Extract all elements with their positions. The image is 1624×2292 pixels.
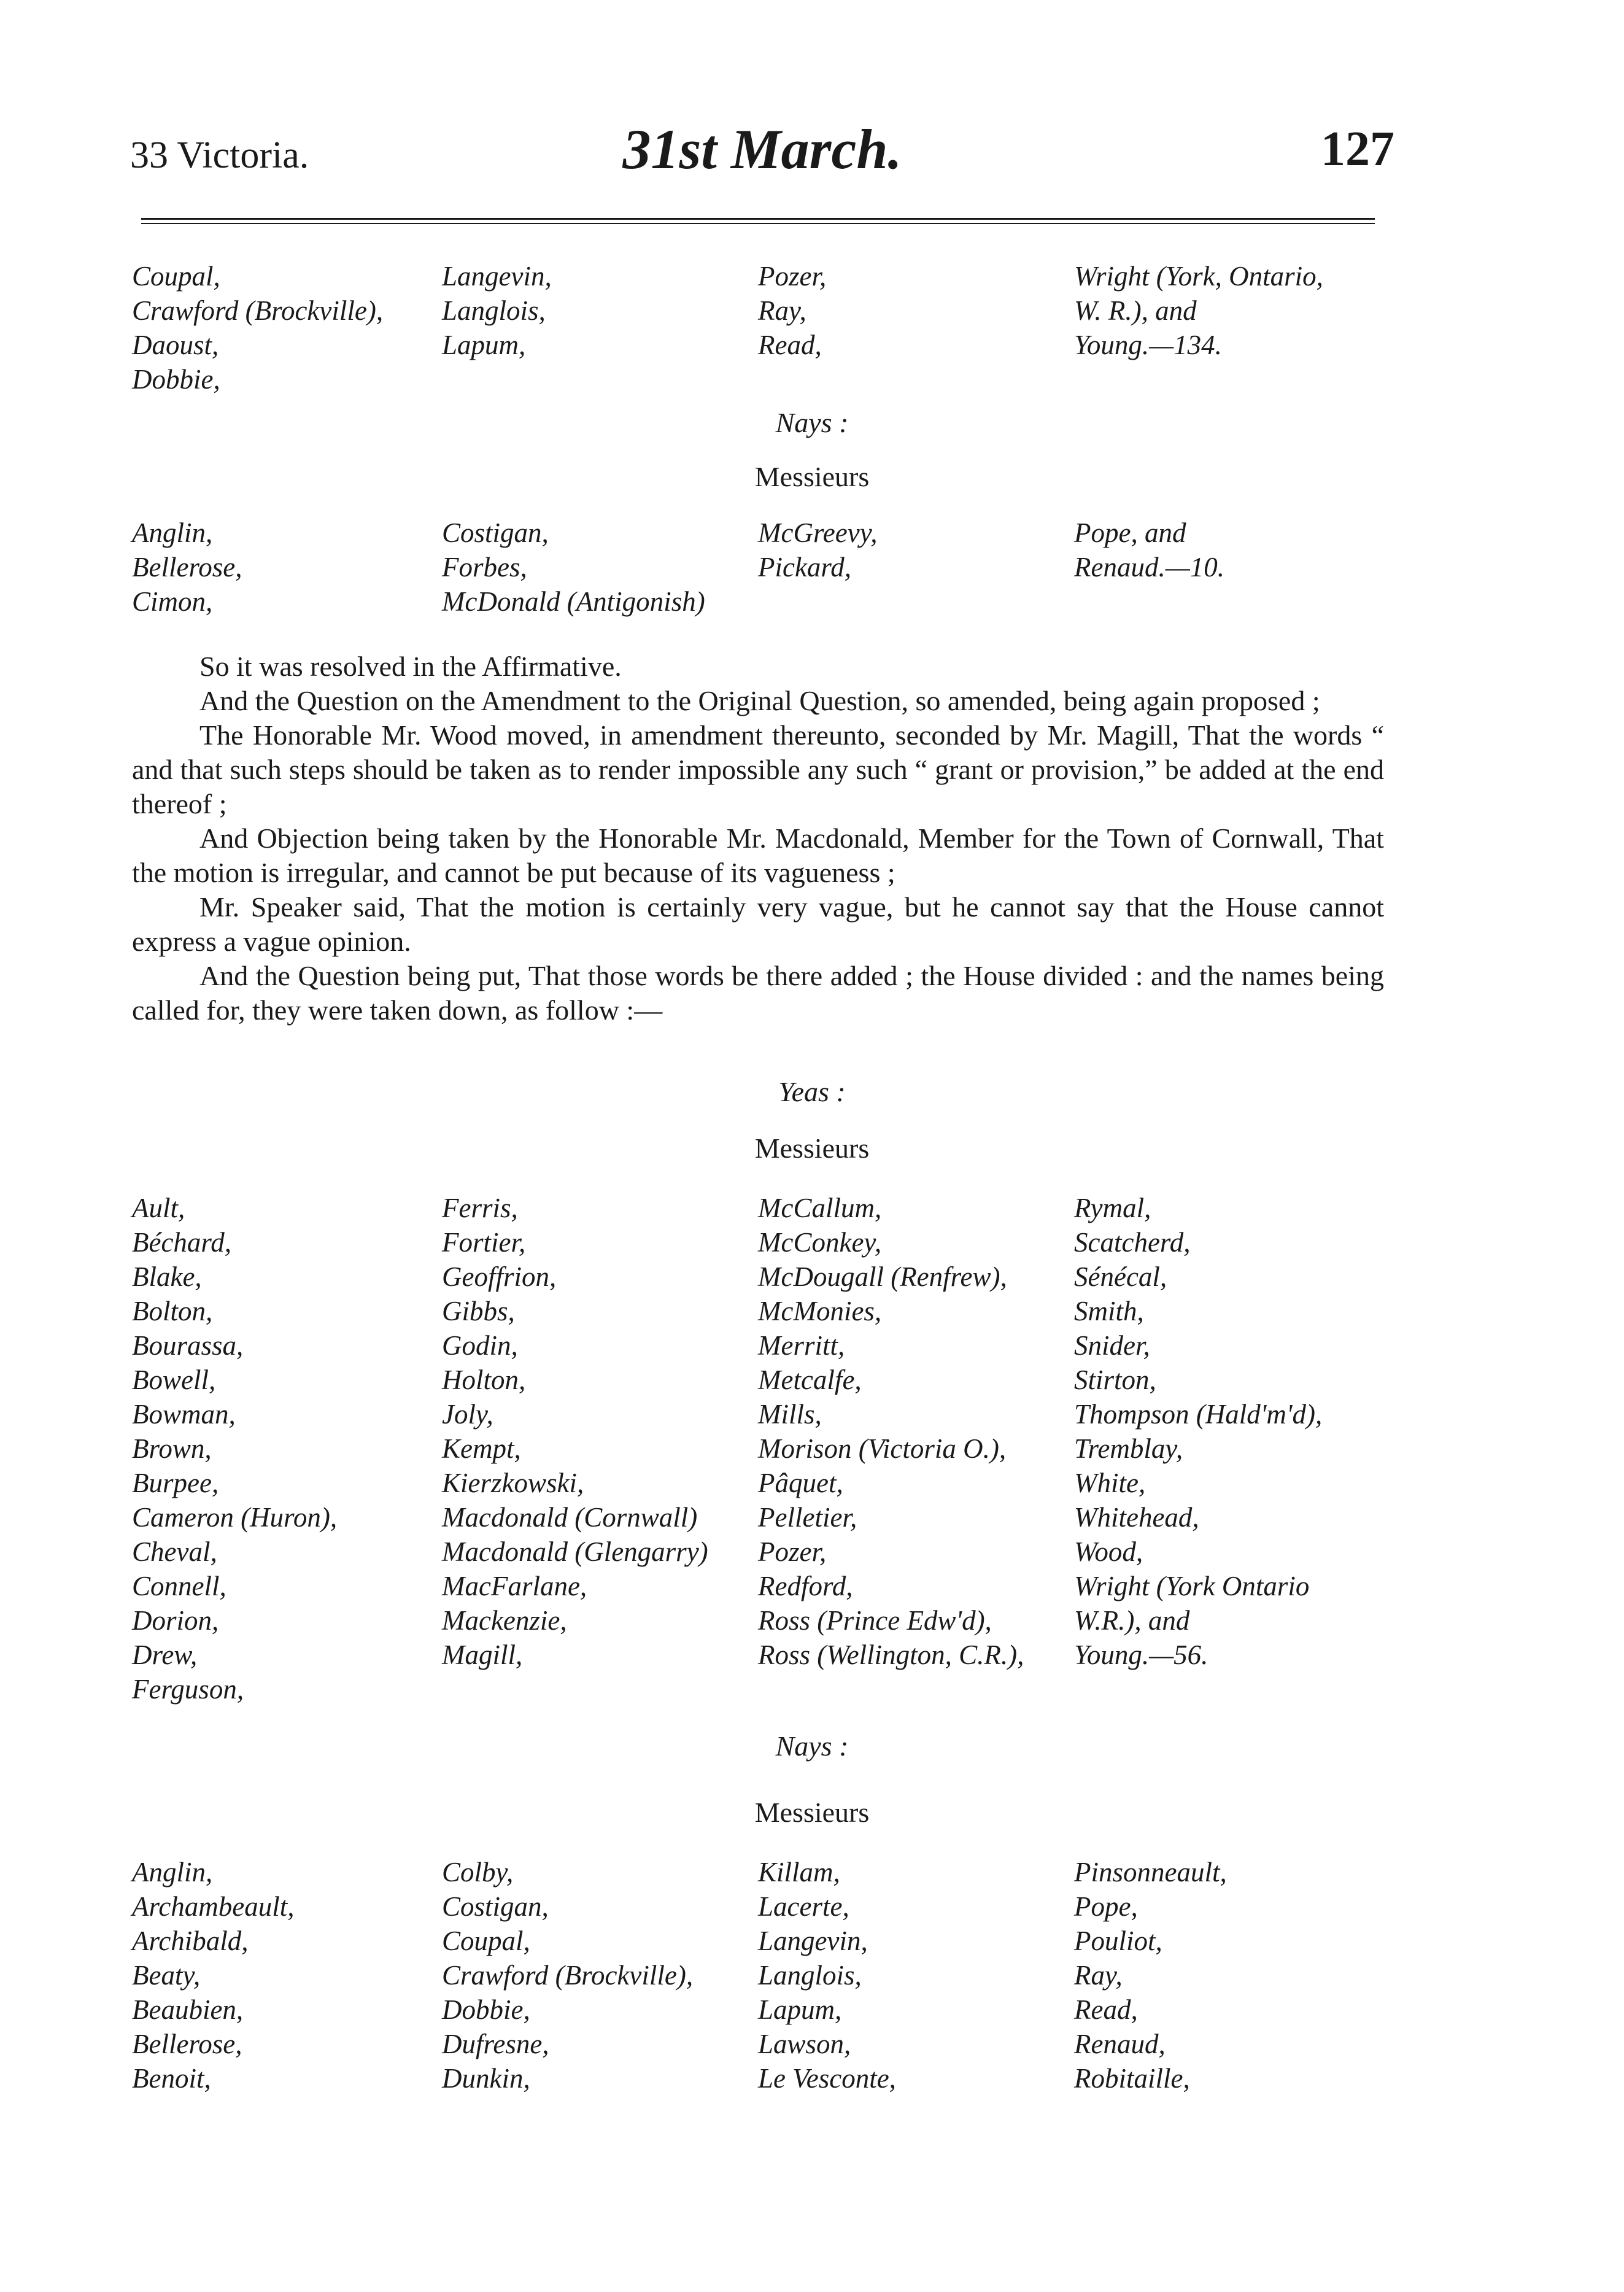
member-name: Kierzkowski, [442, 1468, 584, 1498]
vote2-yeas-heading: Yeas : [778, 1076, 846, 1107]
paragraph-resolved: So it was resolved in the Affirmative. [199, 651, 622, 682]
member-name: Killam, [758, 1857, 840, 1887]
member-name [758, 584, 1074, 619]
member-name: Cheval, [132, 1536, 217, 1567]
member-name: MacFarlane, [442, 1571, 587, 1601]
member-name: Crawford (Brockville), [442, 1960, 694, 1991]
vote2-nays-heading: Nays : [775, 1730, 849, 1762]
member-name: Ray, [1074, 1960, 1123, 1991]
member-name: Geoffrion, [442, 1261, 557, 1292]
member-name: Magill, [442, 1640, 523, 1670]
vote1-nays-title: Messieurs [754, 461, 870, 492]
paragraph-objection: And Objection being taken by the Honorable Mr. Macdonald, Member for the Town of Cornwall, That the motion is irregular, and cannot be put because of its vagueness ; [132, 823, 1384, 888]
member-name: Cimon, [132, 586, 213, 617]
member-name [442, 1672, 758, 1706]
member-name: Rymal, [1074, 1193, 1151, 1223]
member-name: Read, [1074, 1994, 1138, 2025]
member-name: Stirton, [1074, 1365, 1156, 1395]
member-name: Redford, [758, 1571, 853, 1601]
page-number: 127 [1321, 122, 1394, 176]
member-name: Pâquet, [758, 1468, 843, 1498]
member-name: Lawson, [758, 2029, 851, 2059]
member-name: Daoust, [132, 330, 219, 360]
member-name: Bellerose, [132, 2029, 242, 2059]
vote2-yeas-title: Messieurs [754, 1132, 870, 1164]
member-name: McGreevy, [758, 517, 878, 548]
member-name: Dorion, [132, 1605, 219, 1636]
header-rule-bottom [141, 223, 1375, 224]
member-name: Pozer, [758, 1536, 827, 1567]
date-heading: 31st March. [622, 118, 902, 180]
member-name [758, 1672, 1074, 1706]
member-name: Archibald, [132, 1926, 249, 1956]
member-name: Bowman, [132, 1399, 236, 1430]
member-name: Smith, [1074, 1296, 1144, 1326]
vote1-yeas-tail [132, 259, 1396, 397]
member-name: Ross (Wellington, C.R.), [758, 1640, 1024, 1670]
member-name: Pouliot, [1074, 1926, 1162, 1956]
member-name [1074, 1672, 1396, 1706]
vote2-nays-list [132, 1855, 1396, 2096]
member-name: Drew, [132, 1640, 198, 1670]
member-name: Pope, [1074, 1891, 1138, 1922]
member-name [758, 362, 1074, 397]
member-name: Pope, and [1074, 517, 1186, 548]
header-rule-top [141, 218, 1375, 220]
member-name: W.R.), and [1074, 1605, 1190, 1636]
member-name: Sénécal, [1074, 1261, 1167, 1292]
member-name: Fortier, [442, 1227, 526, 1258]
member-name: Wright (York, Ontario, [1074, 261, 1323, 292]
member-name: Robitaille, [1074, 2063, 1190, 2094]
member-name: Mills, [758, 1399, 822, 1430]
member-name: Dobbie, [442, 1994, 530, 2025]
member-name: Ault, [132, 1193, 185, 1223]
member-name: Costigan, [442, 517, 549, 548]
member-name [442, 362, 758, 397]
member-name: Beaty, [132, 1960, 201, 1991]
member-name: Coupal, [132, 261, 220, 292]
member-name: Bellerose, [132, 552, 242, 583]
vote1-nays-list [132, 516, 1396, 619]
member-name [1074, 584, 1396, 619]
member-name: Dobbie, [132, 364, 220, 395]
member-name: Pickard, [758, 552, 852, 583]
member-name: Gibbs, [442, 1296, 515, 1326]
member-name: Wright (York Ontario [1074, 1571, 1310, 1601]
member-name: Lapum, [442, 330, 526, 360]
member-name: Macdonald (Glengarry) [442, 1536, 708, 1567]
member-name: White, [1074, 1468, 1146, 1498]
member-name: Forbes, [442, 552, 527, 583]
member-name: Brown, [132, 1433, 212, 1464]
member-name: Connell, [132, 1571, 226, 1601]
member-name: Bolton, [132, 1296, 213, 1326]
member-name: Macdonald (Cornwall) [442, 1502, 698, 1533]
member-name: Young.—134. [1074, 330, 1222, 360]
member-name: Read, [758, 330, 822, 360]
member-name: Cameron (Huron), [132, 1502, 338, 1533]
member-name: Benoit, [132, 2063, 211, 2094]
page-header [130, 117, 1394, 190]
member-name: Godin, [442, 1330, 518, 1361]
member-name: Wood, [1074, 1536, 1143, 1567]
member-name: Colby, [442, 1857, 514, 1887]
session-label: 33 Victoria. [130, 134, 309, 176]
member-name: Langlois, [758, 1960, 862, 1991]
member-name: Langlois, [442, 295, 546, 326]
member-name: McDougall (Renfrew), [758, 1261, 1007, 1292]
member-name: McCallum, [758, 1193, 882, 1223]
member-name: Langevin, [758, 1926, 868, 1956]
member-name: Ferguson, [132, 1674, 244, 1705]
member-name: Langevin, [442, 261, 552, 292]
member-name: Metcalfe, [758, 1365, 862, 1395]
member-name: Tremblay, [1074, 1433, 1183, 1464]
member-name: Burpee, [132, 1468, 219, 1498]
member-name: Joly, [442, 1399, 493, 1430]
member-name: McConkey, [758, 1227, 882, 1258]
member-name: Béchard, [132, 1227, 232, 1258]
vote2-yeas-list [132, 1191, 1396, 1706]
vote1-nays-heading: Nays : [775, 407, 849, 438]
member-name: Merritt, [758, 1330, 845, 1361]
member-name: Renaud.—10. [1074, 552, 1224, 583]
vote2-nays-title: Messieurs [754, 1797, 870, 1828]
member-name: Costigan, [442, 1891, 549, 1922]
member-name: Anglin, [132, 517, 213, 548]
member-name: Dunkin, [442, 2063, 530, 2094]
member-name: Pinsonneault, [1074, 1857, 1227, 1887]
member-name: Bourassa, [132, 1330, 244, 1361]
member-name: Blake, [132, 1261, 202, 1292]
paragraph-speaker: Mr. Speaker said, That the motion is certainly very vague, but he cannot say that the House cannot express a vague opinion. [132, 891, 1384, 957]
member-name: Dufresne, [442, 2029, 549, 2059]
member-name: Holton, [442, 1365, 526, 1395]
member-name: McDonald (Antigonish) [442, 586, 705, 617]
paragraph-question: And the Question on the Amendment to the Original Question, so amended, being again proposed ; [199, 685, 1320, 716]
member-name: Lacerte, [758, 1891, 849, 1922]
member-name: Crawford (Brockville), [132, 295, 384, 326]
member-name: Scatcherd, [1074, 1227, 1191, 1258]
member-name: Pozer, [758, 261, 827, 292]
member-name: Kempt, [442, 1433, 521, 1464]
member-name: Coupal, [442, 1926, 530, 1956]
member-name: Mackenzie, [442, 1605, 567, 1636]
member-name: W. R.), and [1074, 295, 1197, 326]
member-name: Young.—56. [1074, 1640, 1208, 1670]
member-name: Le Vesconte, [758, 2063, 896, 2094]
member-name: Ray, [758, 295, 806, 326]
member-name: Renaud, [1074, 2029, 1166, 2059]
paragraph-amendment: The Honorable Mr. Wood moved, in amendment thereunto, seconded by Mr. Magill, That the words “ and that such steps should be taken as to render impossible any such “ grant or provision,” be added at the end thereof ; [132, 719, 1384, 819]
member-name: Thompson (Hald'm'd), [1074, 1399, 1323, 1430]
member-name: Snider, [1074, 1330, 1150, 1361]
member-name: Ross (Prince Edw'd), [758, 1605, 992, 1636]
member-name: Ferris, [442, 1193, 518, 1223]
member-name: Morison (Victoria O.), [758, 1433, 1007, 1464]
member-name: Anglin, [132, 1857, 213, 1887]
member-name: Bowell, [132, 1365, 216, 1395]
member-name: Archambeault, [132, 1891, 295, 1922]
member-name [1074, 362, 1396, 397]
paragraph-division: And the Question being put, That those words be there added ; the House divided : and the names being called for, they were taken down, as follow :— [132, 960, 1384, 1026]
member-name: Whitehead, [1074, 1502, 1199, 1533]
member-name: Pelletier, [758, 1502, 857, 1533]
member-name: Lapum, [758, 1994, 842, 2025]
member-name: McMonies, [758, 1296, 882, 1326]
member-name: Beaubien, [132, 1994, 244, 2025]
proceedings-text [132, 649, 1384, 1028]
